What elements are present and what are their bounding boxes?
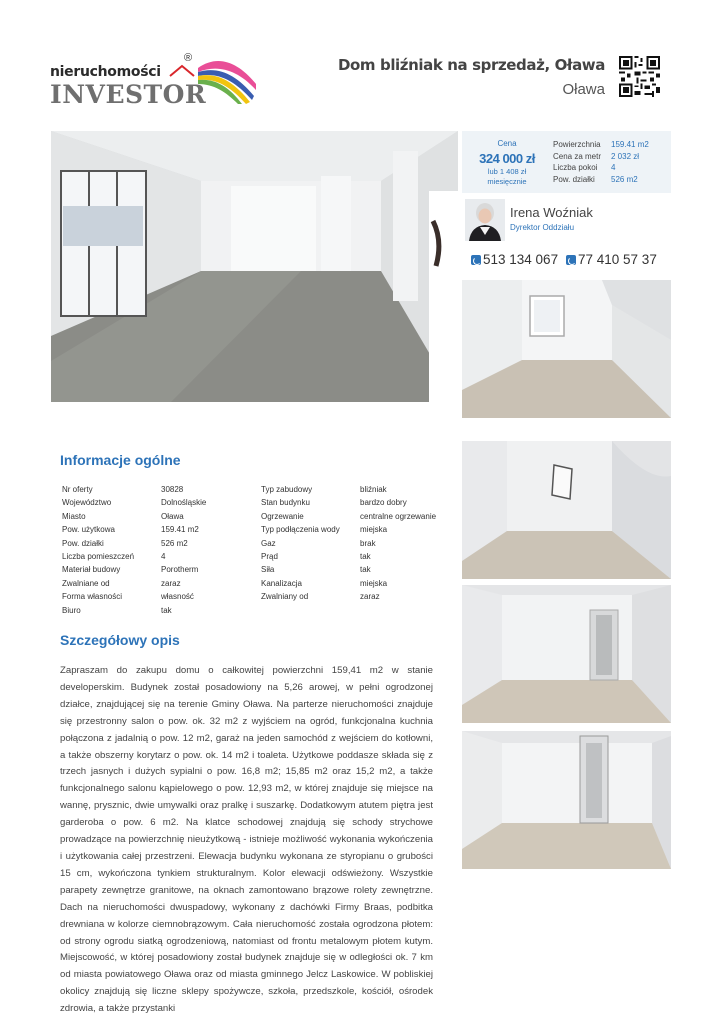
info-value: miejska (360, 525, 388, 535)
info-value: 526 m2 (161, 538, 188, 548)
section-title-general: Informacje ogólne (60, 452, 181, 468)
stat-key: Powierzchnia (553, 140, 601, 149)
info-key: Pow. działki (62, 538, 104, 548)
info-value: Porotherm (161, 565, 199, 575)
price-label: Cena (497, 139, 517, 148)
description-text: Zapraszam do zakupu domu o całkowitej powierzchni 159,41 m2 w stanie developerskim. Budynek został posadowiony na 5,26 arowej, w pełni ogrodzonej działce, znajdującej się na terenie Gminy Oława. Na parterze nieruchomości znajduje się przestronny salon o pow. ok. 32 m2 z wyjściem na ogród, funkcjonalna kuchnia połączona z jadalnią o pow. 12 m2, garaż na jeden samochód z wejściem do kotłowni, a także obszerny korytarz o pow. ok. 14 m2 i toaleta. Użytkowe poddasze składa się z trzech jasnych i dużych sypialni o pow. 16,8 m2; 15,85 m2 oraz 15,2 m2, a także funkcjonalnego salonu kąpielowego o pow. 12,93 m2, w której znajduje się miejsce na wannę, prysznic, dwie umywalki oraz pralkę i suszarkę. Dodatkowym atutem piętra jest garderoba o pow. 6 m2. Na klatce schodowej znajdują się schody strychowe prowadzące na powierzchnię nieużytkową - istnieje możliwość wykonania wykończenia i użytkowania całej przestrzeni. Elewacja budynku wykonana ze styropianu o grubości 15 cm, wykończona tynkiem strukturalnym. Kolor elewacji odświeżony. Wszystkie parapety zewnętrze granitowe, na oknach zamontowano brązowe rolety zewnętrzne. Dach na nieruchomości dwuspadowy, wykonany z dachówki Firmy Braas, podbitka drewniana w kolorze ciemnobrązowym. Cała nieruchomość została ogrodzona płotem: od strony ogrodu siatką ogrodzeniową, natomiast od frontu metalowym płotem kutym. Miejscowość, w której posadowiony został budynek znajduje się w odległości ok. 7 km od miasta powiatowego Oława oraz od miasta gminnego Jelcz Laskowice. W pobliskiej okolicy znajdują się liczne sklepy spożywcze, szkoła, przedszkole, kościół, ośrodek zdrowia, a także przystanki (60, 665, 433, 1015)
info-value: zaraz (360, 592, 380, 602)
stat-value: 2 032 zł (611, 151, 640, 161)
stat-key: Liczba pokoi (553, 163, 598, 172)
info-key: Typ zabudowy (261, 485, 313, 494)
side-photo-3[interactable] (462, 585, 671, 723)
info-value: tak (360, 551, 371, 561)
brand-bottom-text: INVESTOR (50, 80, 207, 109)
stat-key: Cena za metr (553, 151, 602, 161)
phone-number: 513 134 067 (483, 252, 559, 267)
info-value: bliźniak (360, 485, 387, 494)
room-door-photo-image (462, 585, 671, 723)
info-value: miejska (360, 578, 388, 588)
agent-portrait-image (465, 199, 505, 241)
room-corridor-photo-image (462, 731, 671, 869)
stat-row (553, 139, 649, 151)
stat-value: 159.41 m2 (611, 140, 649, 149)
brand-logo[interactable] (50, 52, 255, 110)
price-monthly-line2: miesięcznie (487, 177, 527, 186)
stat-row (553, 162, 649, 174)
info-key: Siła (261, 565, 275, 575)
info-key: Zwalniany od (261, 592, 309, 602)
info-value: tak (360, 565, 371, 575)
info-key: Biuro (62, 605, 81, 615)
info-value: zaraz (161, 578, 181, 588)
info-key: Kanalizacja (261, 578, 302, 588)
phone-office-link[interactable] (566, 252, 657, 267)
section-title-description: Szczegółowy opis (60, 632, 180, 648)
info-value: bardzo dobry (360, 498, 407, 508)
info-key: Nr oferty (62, 485, 93, 494)
brand-top-text: nieruchomości (50, 64, 161, 80)
info-key: Pow. użytkowa (62, 525, 115, 535)
info-key: Materiał budowy (62, 565, 121, 575)
price-monthly-line1: lub 1 408 zł (487, 167, 527, 176)
side-photo-2[interactable] (462, 441, 671, 579)
info-value: własność (161, 592, 194, 602)
price-value: 324 000 zł (479, 151, 535, 166)
key-stats (553, 139, 649, 185)
page-title: Dom bliźniak na sprzedaż, Oława (337, 56, 605, 74)
stat-key: Pow. działki (553, 174, 595, 184)
room-photo-image (51, 131, 458, 402)
stat-value: 526 m2 (611, 174, 638, 184)
phone-mobile-link[interactable] (471, 252, 558, 267)
stat-row (553, 174, 649, 186)
phone-icon (471, 255, 481, 265)
agent-name: Irena Woźniak (510, 205, 593, 220)
info-key: Liczba pomieszczeń (62, 551, 135, 561)
info-key: Forma własności (62, 592, 123, 602)
info-key: Województwo (62, 498, 112, 508)
stat-row (553, 151, 649, 163)
info-value: 30828 (161, 485, 184, 494)
phone-icon (566, 255, 576, 265)
info-key: Typ podłączenia wody (261, 525, 340, 535)
registered-mark: ® (184, 52, 193, 64)
agent-avatar (465, 199, 505, 241)
attic-room-photo-image (462, 280, 671, 418)
stat-value: 4 (611, 163, 616, 172)
info-value: Oława (161, 511, 184, 521)
info-key: Stan budynku (261, 498, 310, 508)
info-value: tak (161, 605, 172, 615)
info-value: brak (360, 538, 376, 548)
info-key: Miasto (62, 511, 86, 521)
qr-code-icon[interactable] (619, 56, 660, 97)
main-photo[interactable] (51, 131, 458, 402)
price-column (470, 139, 544, 186)
skylight-room-photo-image (462, 441, 671, 579)
info-key: Gaz (261, 538, 276, 548)
info-value: Dolnośląskie (161, 498, 207, 508)
info-value: 159.41 m2 (161, 525, 199, 535)
info-key: Ogrzewanie (261, 511, 304, 521)
info-value: 4 (161, 551, 166, 561)
price-panel (462, 131, 671, 193)
phone-number: 77 410 57 37 (578, 252, 657, 267)
info-key: Prąd (261, 551, 278, 561)
page-city: Oława (562, 81, 605, 98)
agent-role: Dyrektor Oddziału (510, 223, 575, 232)
info-key: Zwalniane od (62, 578, 110, 588)
side-photo-1[interactable] (462, 280, 671, 418)
side-photo-4[interactable] (462, 731, 671, 869)
info-value: centralne ogrzewanie (360, 511, 437, 521)
